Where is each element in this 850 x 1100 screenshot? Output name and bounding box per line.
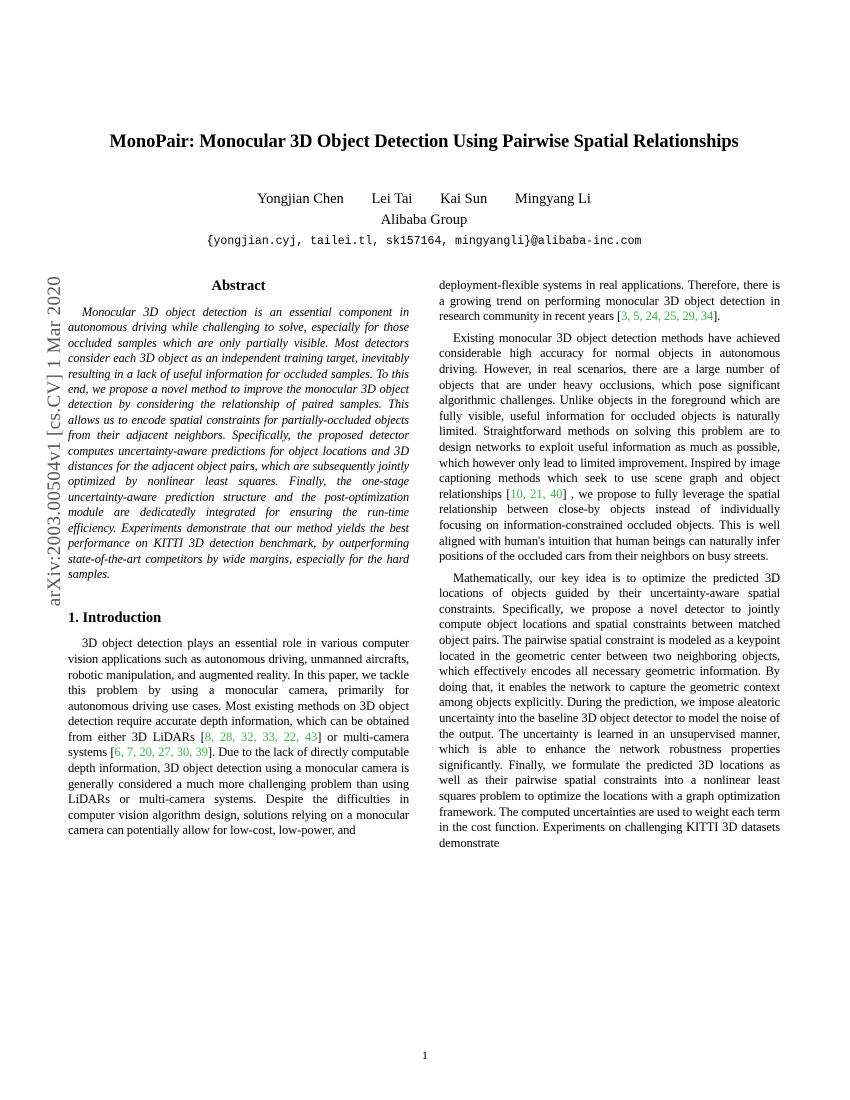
intro-paragraph-1 [68,636,409,839]
abstract-text: Monocular 3D object detection is an essential component in autonomous driving while challenging to solve, especially for those occluded samples which are only partially visible. Most detectors consider each 3D object as an independent training target, inevitably resulting in a lack of useful information for occluded samples. To this end, we propose a novel method to improve the monocular 3D object detection by considering the relationship of paired samples. This allows us to encode spatial constraints for partially-occluded objects from their adjacent neighbors. Specifically, the proposed detector computes uncertainty-aware predictions for object locations and 3D distances for the adjacent object pairs, which are subsequently jointly optimized by nonlinear least squares. Finally, the one-stage uncertainty-aware prediction structure and the post-optimization module are dedicatedly integrated for ensuring the run-time efficiency. Experiments demonstrate that our method yields the best performance on KITTI 3D detection benchmark, by outperforming state-of-the-art competitors by wide margins, especially for the hard samples. [68,305,409,581]
author-emails: {yongjian.cyj, tailei.tl, sk157164, mingyangli}@alibaba-inc.com [206,235,642,248]
right-column [439,278,780,857]
intro-paragraph-3: Mathematically, our key idea is to optimize the predicted 3D locations of objects guided by their uncertainty-aware spatial constraints. Specifically, we propose a novel detector to jointly compute object locations and spatial constraints between matched object pairs. The pairwise spatial constraint is modeled as a keypoint located in the geometric center between two neighboring objects, which effectively encodes all necessary geometric information. By doing that, it enables the network to capture the geometric context among objects explicitly. During the prediction, we impose aleatoric uncertainty into the baseline 3D object detector to model the noise of the output. The uncertainty is learned in an unsupervised manner, which is able to enhance the network robustness properties significantly. Finally, we formulate the predicted 3D locations as well as their pairwise spatial constraints into a nonlinear least squares problem to optimize the locations with a graph optimization framework. The computed uncertainties are used to weight each term in the cost function. Experiments on challenging KITTI 3D datasets demonstrate [439,570,780,850]
citation-group[interactable]: 10, 21, 40 [510,486,563,501]
author: Yongjian Chen [257,191,344,207]
citation-group[interactable]: 6, 7, 20, 27, 30, 39 [114,745,208,760]
left-column [68,278,409,845]
author-list [68,188,780,210]
intro-p1-part-a: 3D object detection plays an essential role in various computer vision applications such as autonomous driving, unmanned aircrafts, robotic manipulation, and augmented reality. In this paper, we tackle this problem by using a monocular camera, primarily for autonomous driving use cases. Most existing methods on 3D object detection require accurate depth information, which can be obtained from either 3D LiDARs [ [68,636,409,744]
affiliation: Alibaba Group [380,212,468,228]
intro-p1-part-d: ]. [713,309,721,324]
intro-p2-part-a: Existing monocular 3D object detection methods have achieved considerable high accuracy for normal objects in autonomous driving. However, in real scenarios, there are a large number of objects that are under heavy occlusions, which pose significant algorithmic challenges. Unlike objects in the foreground which are fully visible, useful information for occluded objects is naturally limited. Straightforward methods on solving this problem are to design networks to exploit useful information as much as possible, which however only lead to limited improvement. Inspired by image captioning methods which seek to use scene graph and object relationships [ [439,330,780,501]
spacer [68,582,409,610]
author: Kai Sun [440,191,488,207]
intro-p1-part-c: ]. Due to the lack of directly computable depth information, 3D object detection using a monocular camera is generally considered a much more challenging problem than using LiDARs or multi-camera systems. Despite the difficulties in computer vision algorithm design, solutions relying on a monocular camera can potentially allow for low-cost, low-power, and [68,745,409,838]
arxiv-stamp: arXiv:2003.00504v1 [cs.CV] 1 Mar 2020 [44,275,65,607]
intro-paragraph-1-cont [439,278,780,325]
paper-content [68,130,780,857]
two-column-body [68,278,780,857]
abstract-heading: Abstract [211,278,266,294]
page-title: MonoPair: Monocular 3D Object Detection Using Pairwise Spatial Relationships [109,132,739,152]
citation-group[interactable]: 8, 28, 32, 33, 22, 43 [204,729,318,744]
intro-p1-cont-text: deployment-flexible systems in real applications. Therefore, there is a growing trend on performing monocular 3D object detection in research community in recent years [ [439,278,780,324]
author: Lei Tai [371,191,413,207]
citation-group[interactable]: 3, 5, 24, 25, 29, 34 [621,309,714,324]
introduction-heading: 1. Introduction [68,610,162,627]
intro-paragraph-2 [439,331,780,565]
page-number: 1 [422,1048,428,1062]
intro-p2-part-b: ] , we propose to fully leverage the spatial relationship between close-by objects instead of individually focusing on information-constrained occluded objects. This is well aligned with human's intuition that human beings can naturally infer positions of the occluded cars from their neighbors on busy streets. [439,486,780,564]
intro-p1-part-b: ] or multi-camera systems [ [68,729,410,760]
author: Mingyang Li [514,191,591,207]
